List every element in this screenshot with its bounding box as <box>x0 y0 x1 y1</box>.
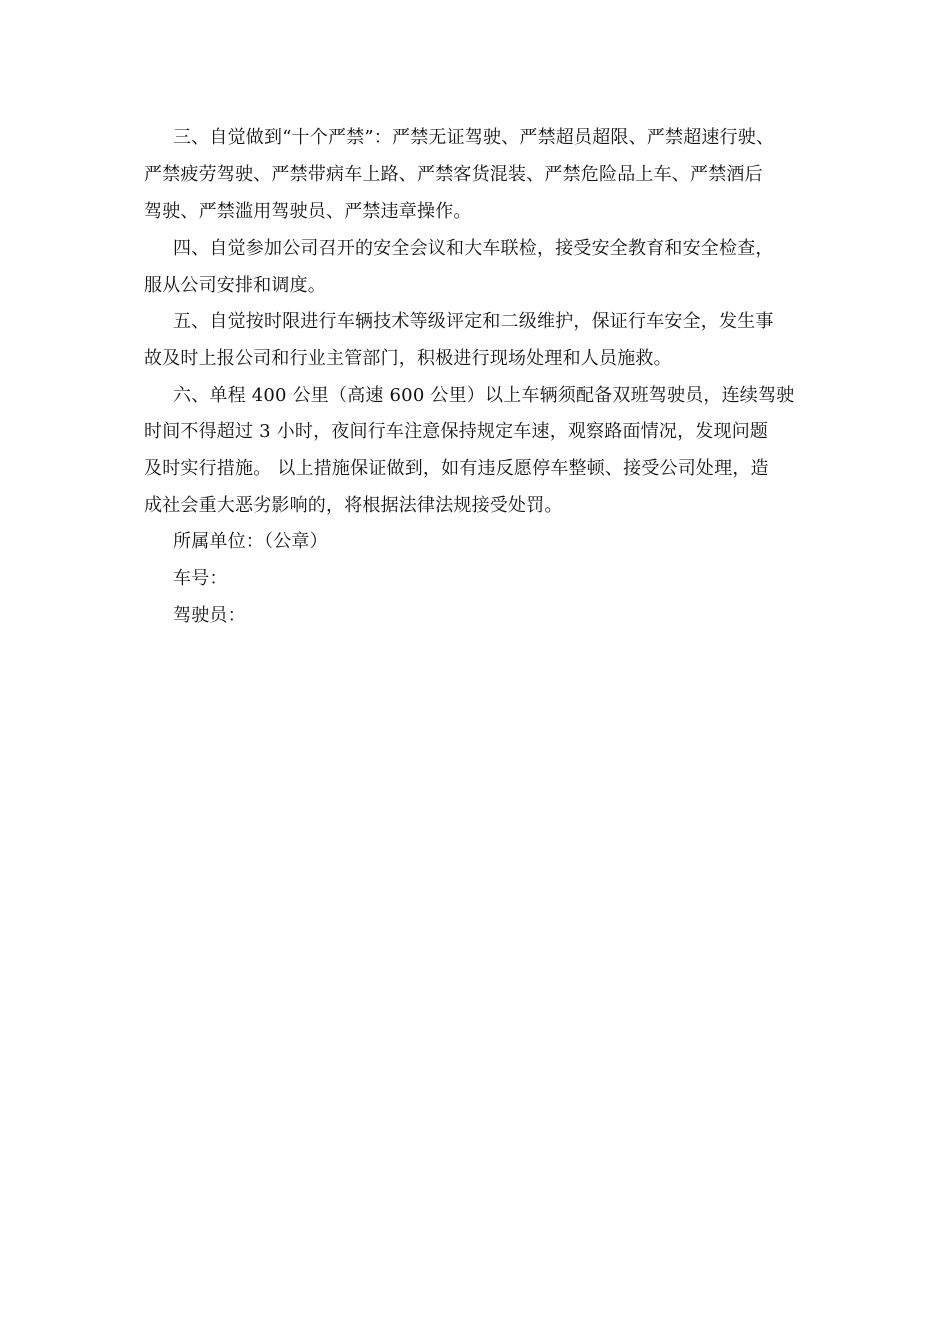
clause-three-line-2: 严禁疲劳驾驶、严禁带病车上路、严禁客货混装、严禁危险品上车、严禁酒后 <box>144 164 763 185</box>
clause-three-line-1: 三、自觉做到“十个严禁”：严禁无证驾驶、严禁超员超限、严禁超速行驶、 <box>173 127 775 148</box>
driver-label: 驾驶员： <box>173 605 246 626</box>
clause-six-line-4: 成社会重大恶劣影响的，将根据法律法规接受处罚。 <box>144 495 563 516</box>
clause-four-line-2: 服从公司安排和调度。 <box>144 275 326 296</box>
clause-five-line-2: 故及时上报公司和行业主管部门，积极进行现场处理和人员施救。 <box>144 348 672 369</box>
clause-six-line-3: 及时实行措施。 以上措施保证做到，如有违反愿停车整顿、接受公司处理，造 <box>144 458 769 479</box>
clause-six-line-1: 六、单程 400 公里（高速 600 公里）以上车辆须配备双班驾驶员，连续驾驶 <box>173 385 795 406</box>
unit-seal-label: 所属单位：（公章） <box>173 531 328 552</box>
clause-six-line-2: 时间不得超过 3 小时，夜间行车注意保持规定车速，观察路面情况，发现问题 <box>144 421 769 442</box>
vehicle-number-label: 车号： <box>173 568 228 589</box>
clause-four-line-1: 四、自觉参加公司召开的安全会议和大车联检，接受安全教育和安全检查， <box>173 238 774 259</box>
clause-three-line-3: 驾驶、严禁滥用驾驶员、严禁违章操作。 <box>144 201 472 222</box>
clause-five-line-1: 五、自觉按时限进行车辆技术等级评定和二级维护，保证行车安全，发生事 <box>173 311 774 332</box>
